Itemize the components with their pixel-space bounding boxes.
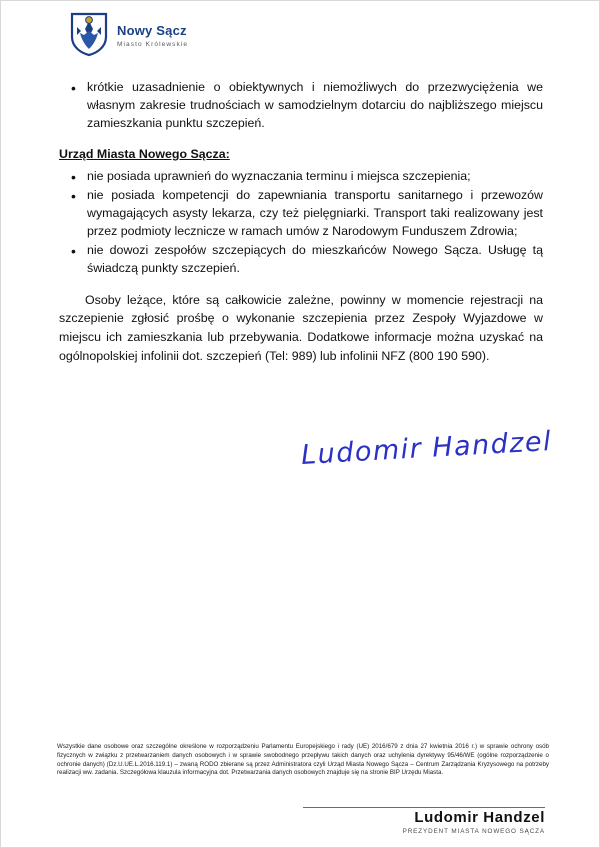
list-item: • krótkie uzasadnienie o obiektywnych i niemożliwych do przezwyciężenia we własnym zakresie trudnościach w samodzielnym dotarciu do najbliższego miejscu zamieszkania punktu szczepień. (87, 79, 543, 133)
top-bullet-list (59, 79, 543, 133)
list-item: • nie posiada kompetencji do zapewniania transportu sanitarnego i przewozów wymagających asysty lekarza, czy też pielęgniarki. Transport taki realizowany jest przez podmioty lecznicze w ramach umów z Narodowym Funduszem Zdrowia; (87, 187, 543, 241)
document-body (59, 79, 543, 365)
header-text-block (117, 20, 188, 47)
list-item: • nie dowozi zespołów szczepiących do mieszkańców Nowego Sącza. Usługę tą świadczą punkty szczepień. (87, 242, 543, 278)
signer-name: Ludomir Handzel (414, 809, 545, 826)
city-coat-of-arms-icon (69, 11, 109, 57)
signer-role: PREZYDENT MIASTA NOWEGO SĄCZA (402, 828, 545, 835)
section-bullet-list (59, 168, 543, 278)
privacy-note: Wszystkie dane osobowe oraz szczególne określone w rozporządzeniu Parlamentu Europejskiego i rady (UE) 2016/679 z dnia 27 kwietnia 2016 r.) w sprawie ochrony osób fizycznych w związku z przetwarzaniem danych osobowych i w sprawie swobodnego przepływu takich danych oraz uchylenia dyrektywy 95/46/WE (ogólne rozporządzenie o ochronie danych) (Dz.U.UE.L.2016.119.1) – zwaną RODO zbierane są przez Administratora czyli Urząd Miasta Nowego Sącza – Centrum Zarządzania Kryzysowego na potrzeby realizacji ww. zadania. Szczegółowa klauzula informacyjna dot. Przetwarzania danych osobowych znajduje się na stronie BIP Urzędu Miasta. (57, 743, 549, 777)
city-subtitle: Miasto Królewskie (117, 40, 189, 48)
footer-signature-block (245, 809, 545, 835)
signature-rule (303, 807, 545, 808)
closing-paragraph: Osoby leżące, które są całkowicie zależne, powinny w momencie rejestracji na szczepienie zgłosić prośbę o wykonanie szczepienia przez Zespoły Wyjazdowe w miejscu ich zamieszkania lub przebywania. Dodatkowe informacje można uzyskać na ogólnopolskiej infolinii dot. szczepień (Tel: 989) lub infolinii NFZ (800 190 590). (59, 292, 543, 363)
document-header (69, 11, 188, 57)
list-item: • nie posiada uprawnień do wyznaczania terminu i miejsca szczepienia; (87, 168, 543, 186)
city-name: Nowy Sącz (117, 23, 187, 39)
section-heading: Urząd Miasta Nowego Sącza: (59, 146, 230, 161)
handwritten-signature: Ludomir Handzel (300, 426, 553, 471)
